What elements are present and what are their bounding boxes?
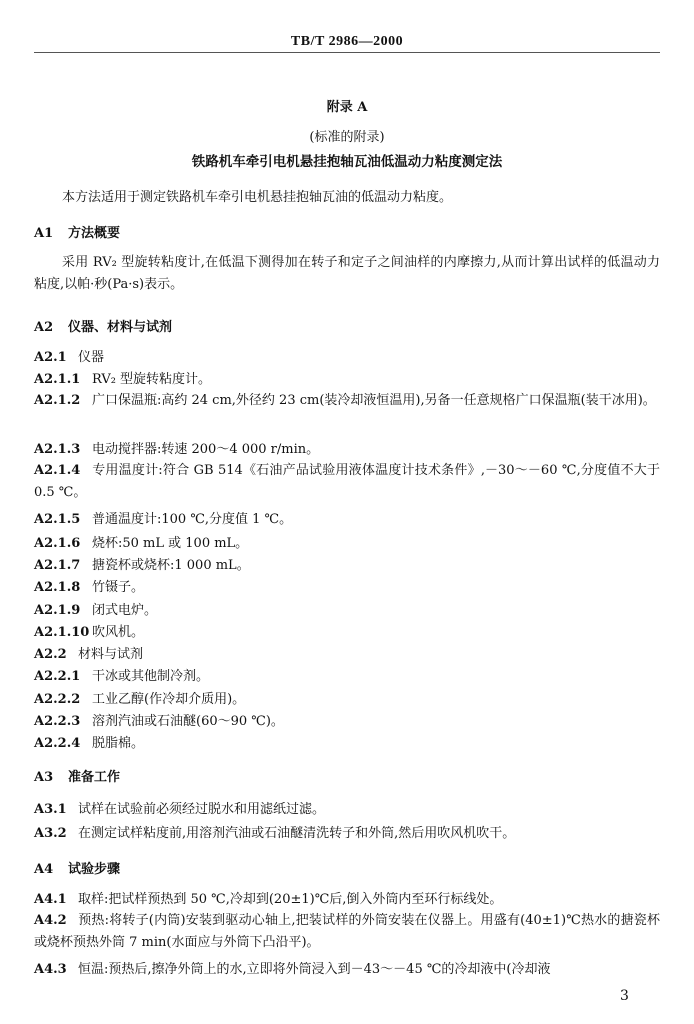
section-a3-heading <box>34 770 660 786</box>
list-item <box>34 826 660 842</box>
item-number: A2.1.4 <box>34 463 81 478</box>
item-text: 普通温度计:100 ℃,分度值 1 ℃。 <box>92 512 293 527</box>
item-text: 广口保温瓶:高约 24 cm,外径约 23 cm(装冷却液恒温用),另备一任意规格广口保温瓶(装干冰用)。 <box>92 393 656 408</box>
section-a1-heading <box>34 226 660 242</box>
item-number: A2.1.5 <box>34 512 81 527</box>
list-item <box>34 802 660 818</box>
item-text: 吹风机。 <box>92 625 145 640</box>
list-item <box>34 460 660 504</box>
item-number: A2.1.6 <box>34 536 81 551</box>
item-text: 竹镊子。 <box>92 580 145 595</box>
list-item <box>34 892 660 908</box>
item-text: 专用温度计:符合 GB 514《石油产品试验用液体温度计技术条件》,－30～－60 ℃,分度值不大于 0.5 ℃。 <box>34 463 660 500</box>
list-item <box>34 558 660 574</box>
item-text: 试样在试验前必须经过脱水和用滤纸过滤。 <box>78 802 326 817</box>
list-item <box>34 669 660 685</box>
section-number: A3 <box>34 770 54 785</box>
item-number: A2.1.8 <box>34 580 81 595</box>
section-a2-heading <box>34 320 660 336</box>
list-item <box>34 962 660 978</box>
item-text: 取样:把试样预热到 50 ℃,冷却到(20±1)℃后,倒入外筒内至环行标线处。 <box>78 892 503 907</box>
item-number: A2.1 <box>34 350 67 365</box>
item-text: 脱脂棉。 <box>92 736 145 751</box>
item-number: A2.2.4 <box>34 736 81 751</box>
item-text: 烧杯:50 mL 或 100 mL。 <box>92 536 249 551</box>
item-number: A2.1.9 <box>34 603 81 618</box>
item-number: A2.2.2 <box>34 692 81 707</box>
item-number: A2.1.10 <box>34 625 90 640</box>
intro-paragraph: 本方法适用于测定铁路机车牵引电机悬挂抱轴瓦油的低温动力粘度。 <box>62 190 453 205</box>
subsection-a21 <box>34 350 660 366</box>
page-header: TB/T 2986—2000 <box>290 34 404 49</box>
item-text: 干冰或其他制冷剂。 <box>92 669 210 684</box>
item-text: 电动搅拌器:转速 200～4 000 r/min。 <box>92 442 320 457</box>
list-item <box>34 625 660 641</box>
list-item <box>34 442 660 458</box>
header-rule <box>34 52 660 53</box>
appendix-title: 附录 A <box>326 100 368 115</box>
list-item <box>34 580 660 596</box>
list-item <box>34 736 660 752</box>
item-number: A3.2 <box>34 826 67 841</box>
list-item <box>34 910 660 954</box>
page-number: 3 <box>620 988 629 1004</box>
section-title: 方法概要 <box>68 226 121 241</box>
item-text: 仪器 <box>78 350 105 365</box>
item-number: A2.2 <box>34 647 67 662</box>
appendix-type: (标准的附录) <box>309 130 385 145</box>
item-text: 预热:将转子(内筒)安装到驱动心轴上,把装试样的外筒安装在仪器上。用盛有(40±1)℃热水的搪瓷杯或烧杯预热外筒 7 min(水面应与外筒下凸沿平)。 <box>34 913 660 950</box>
item-number: A2.2.3 <box>34 714 81 729</box>
section-a1-text: 采用 RV₂ 型旋转粘度计,在低温下测得加在转子和定子之间油样的内摩擦力,从而计算出试样的低温动力粘度,以帕·秒(Pa·s)表示。 <box>34 255 660 292</box>
item-text: 恒温:预热后,擦净外筒上的水,立即将外筒浸入到－43～－45 ℃的冷却液中(冷却液 <box>78 962 551 977</box>
section-number: A1 <box>34 226 54 241</box>
item-text: 搪瓷杯或烧杯:1 000 mL。 <box>92 558 250 573</box>
item-number: A2.1.1 <box>34 372 81 387</box>
item-text: 在测定试样粘度前,用溶剂汽油或石油醚清洗转子和外筒,然后用吹风机吹干。 <box>78 826 516 841</box>
item-number: A3.1 <box>34 802 67 817</box>
section-title: 仪器、材料与试剂 <box>68 320 173 335</box>
list-item <box>34 390 660 412</box>
item-text: RV₂ 型旋转粘度计。 <box>92 372 212 387</box>
section-a4-heading <box>34 862 660 878</box>
appendix-name: 铁路机车牵引电机悬挂抱轴瓦油低温动力粘度测定法 <box>191 154 503 170</box>
list-item <box>34 714 660 730</box>
item-number: A4.2 <box>34 913 67 928</box>
item-text: 工业乙醇(作冷却介质用)。 <box>92 692 246 707</box>
section-number: A2 <box>34 320 54 335</box>
section-number: A4 <box>34 862 54 877</box>
item-number: A2.1.2 <box>34 393 81 408</box>
list-item <box>34 603 660 619</box>
subsection-a22 <box>34 647 660 663</box>
item-number: A2.1.3 <box>34 442 81 457</box>
section-title: 准备工作 <box>68 770 121 785</box>
item-number: A4.3 <box>34 962 67 977</box>
list-item <box>34 536 660 552</box>
list-item <box>34 692 660 708</box>
section-title: 试验步骤 <box>68 862 121 877</box>
list-item <box>34 372 660 388</box>
item-number: A4.1 <box>34 892 67 907</box>
item-number: A2.2.1 <box>34 669 81 684</box>
list-item <box>34 512 660 528</box>
item-text: 闭式电炉。 <box>92 603 158 618</box>
item-number: A2.1.7 <box>34 558 81 573</box>
item-text: 材料与试剂 <box>78 647 144 662</box>
item-text: 溶剂汽油或石油醚(60～90 ℃)。 <box>92 714 284 729</box>
